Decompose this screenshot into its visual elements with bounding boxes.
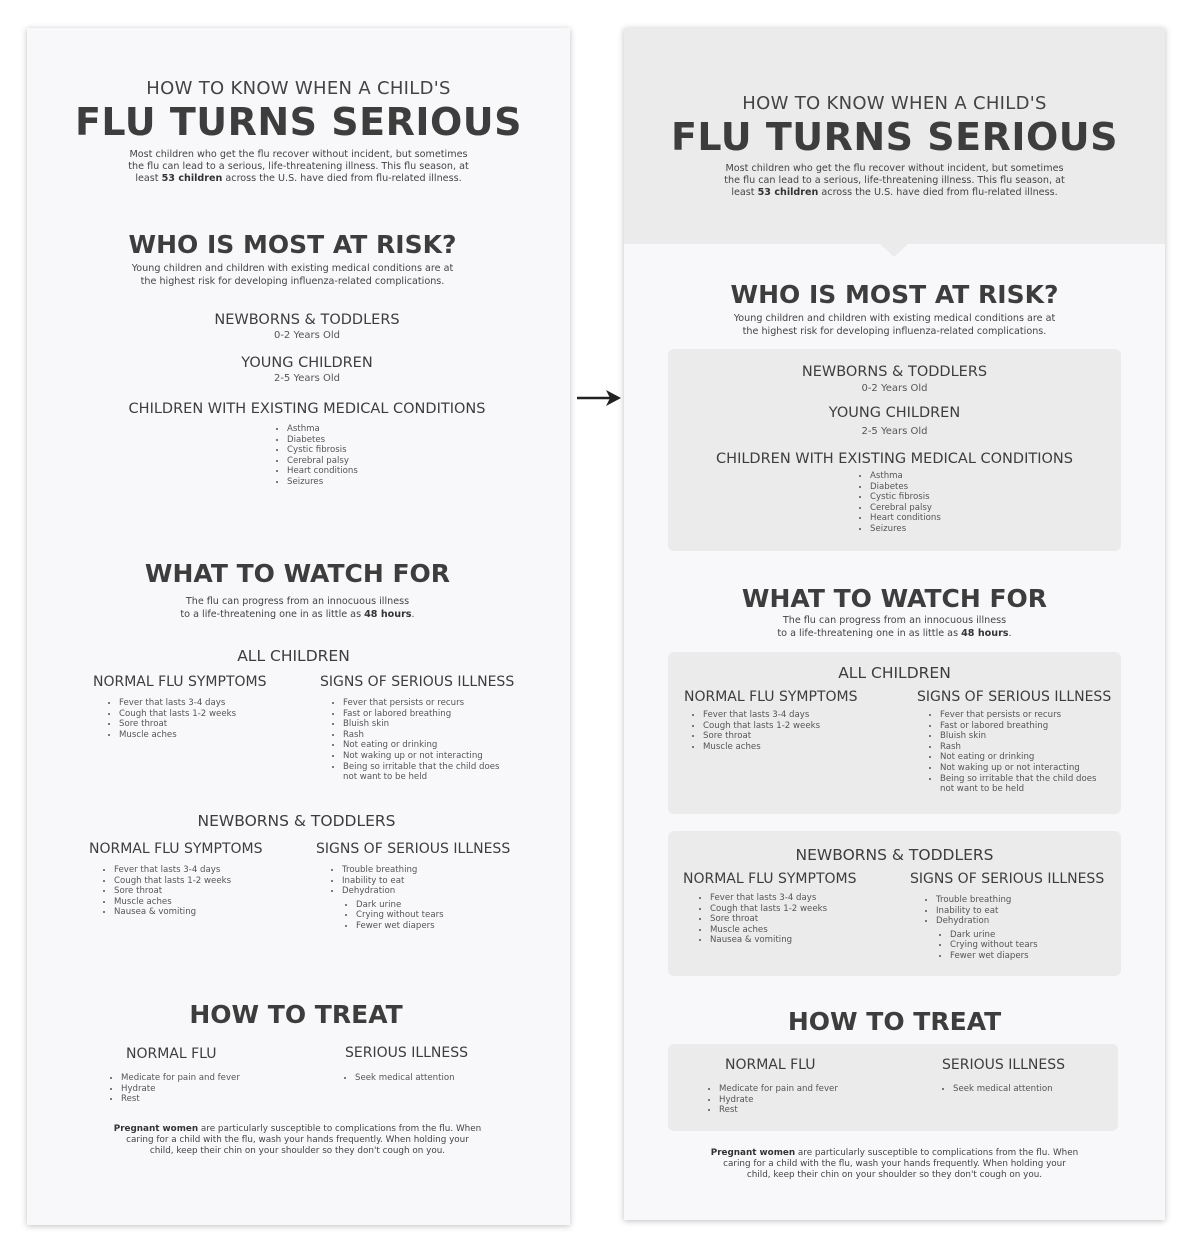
list-item: • Fever that lasts 3-4 days bbox=[710, 893, 887, 904]
treat-title: HOW TO TREAT bbox=[787, 1007, 1002, 1036]
list-item: • Being so irritable that the child does not want to be held bbox=[343, 762, 502, 783]
list-item: • Cough that lasts 1-2 weeks bbox=[710, 904, 887, 915]
list-item: • Fewer wet diapers bbox=[356, 921, 519, 932]
list-item: • Heart conditions bbox=[287, 466, 358, 477]
list-item: • Rest bbox=[121, 1094, 298, 1105]
list-item: • Trouble breathing bbox=[342, 865, 519, 876]
toddlers-title: NEWBORNS & TODDLERS bbox=[197, 812, 396, 830]
watch-title: WHAT TO WATCH FOR bbox=[741, 584, 1048, 613]
list-item: • Nausea & vomiting bbox=[710, 935, 887, 946]
list-item: • Sore throat bbox=[710, 914, 887, 925]
list-item: • Nausea & vomiting bbox=[114, 907, 291, 918]
group-young-age: 2-5 Years Old bbox=[861, 426, 928, 437]
treat-normal-list bbox=[108, 1073, 298, 1105]
list-item: • Asthma bbox=[870, 471, 941, 482]
list-item: • Dark urine bbox=[356, 900, 519, 911]
list-item: • Cerebral palsy bbox=[287, 456, 358, 467]
list-item: • Cough that lasts 1-2 weeks bbox=[114, 876, 291, 887]
list-item: • Diabetes bbox=[287, 435, 358, 446]
conditions-list bbox=[857, 471, 941, 535]
list-item: • Fast or labored breathing bbox=[940, 721, 1099, 732]
list-item: • Heart conditions bbox=[870, 513, 941, 524]
list-item: • Sore throat bbox=[703, 731, 880, 742]
treat-serious-list bbox=[940, 1084, 1110, 1095]
pretitle: HOW TO KNOW WHEN A CHILD'S bbox=[742, 93, 1047, 114]
list-item: • Fever that persists or recurs bbox=[940, 710, 1099, 721]
list-item: • Cystic fibrosis bbox=[870, 492, 941, 503]
group-newborns-title: NEWBORNS & TODDLERS bbox=[214, 312, 400, 328]
list-item: • Fever that lasts 3-4 days bbox=[703, 710, 880, 721]
list-item: • Rest bbox=[719, 1105, 896, 1116]
group-newborns-age: 0-2 Years Old bbox=[861, 383, 928, 394]
treat-title: HOW TO TREAT bbox=[189, 1000, 403, 1029]
list-item: • Hydrate bbox=[121, 1084, 298, 1095]
toddler-serious-label: SIGNS OF SERIOUS ILLNESS bbox=[910, 871, 1105, 887]
list-item: • Not waking up or not interacting bbox=[940, 763, 1099, 774]
all-children-title: ALL CHILDREN bbox=[237, 647, 350, 665]
infographic-after bbox=[624, 28, 1165, 1220]
all-normal-label: NORMAL FLU SYMPTOMS bbox=[93, 674, 267, 690]
list-item: • Bluish skin bbox=[343, 719, 502, 730]
list-item: • Cerebral palsy bbox=[870, 503, 941, 514]
list-item: • Asthma bbox=[287, 424, 358, 435]
list-item: • Fever that persists or recurs bbox=[343, 698, 502, 709]
list-item: • Hydrate bbox=[719, 1095, 896, 1106]
list-item: • Muscle aches bbox=[119, 730, 296, 741]
all-serious-list bbox=[927, 710, 1099, 795]
group-conditions-title: CHILDREN WITH EXISTING MEDICAL CONDITIONS bbox=[128, 401, 486, 417]
list-item: • Cough that lasts 1-2 weeks bbox=[703, 721, 880, 732]
watch-subtitle: The flu can progress from an innocuous illness to a life-threatening one in as little as 48 hours. bbox=[180, 596, 415, 620]
toddler-serious-list bbox=[329, 865, 519, 932]
infographic-before bbox=[27, 28, 570, 1225]
toddlers-title: NEWBORNS & TODDLERS bbox=[795, 846, 994, 864]
treat-serious-list bbox=[342, 1073, 532, 1084]
list-item: • Bluish skin bbox=[940, 731, 1099, 742]
list-item: • Muscle aches bbox=[710, 925, 887, 936]
list-item: • Cystic fibrosis bbox=[287, 445, 358, 456]
list-item: • Trouble breathing bbox=[936, 895, 1113, 906]
watch-subtitle: The flu can progress from an innocuous illness to a life-threatening one in as little as 48 hours. bbox=[777, 615, 1012, 639]
intro-text: Most children who get the flu recover without incident, but sometimes the flu can lead to a serious, life-threatening illness. This flu season, at least 53 children across the U.S. have died from flu-related illness. bbox=[724, 163, 1065, 198]
all-children-title: ALL CHILDREN bbox=[838, 664, 951, 682]
list-item: • Cough that lasts 1-2 weeks bbox=[119, 709, 296, 720]
main-title: FLU TURNS SERIOUS bbox=[670, 115, 1119, 159]
treat-normal-label: NORMAL FLU bbox=[126, 1046, 217, 1062]
all-serious-label: SIGNS OF SERIOUS ILLNESS bbox=[320, 674, 515, 690]
toddler-serious-label: SIGNS OF SERIOUS ILLNESS bbox=[316, 841, 511, 857]
treat-card bbox=[668, 1044, 1118, 1131]
toddler-serious-list bbox=[923, 895, 1113, 962]
header-notch bbox=[880, 244, 908, 257]
list-item: • Muscle aches bbox=[703, 742, 880, 753]
intro-text: Most children who get the flu recover without incident, but sometimes the flu can lead to a serious, life-threatening illness. This flu season, at least 53 children across the U.S. have died from flu-related illness. bbox=[128, 149, 469, 184]
list-item: • Not eating or drinking bbox=[940, 752, 1099, 763]
right-arrow-icon bbox=[576, 388, 622, 408]
list-item: • Fast or labored breathing bbox=[343, 709, 502, 720]
treat-normal-label: NORMAL FLU bbox=[725, 1057, 816, 1073]
risk-title: WHO IS MOST AT RISK? bbox=[730, 280, 1059, 309]
toddlers-card bbox=[668, 831, 1121, 976]
toddler-normal-label: NORMAL FLU SYMPTOMS bbox=[683, 871, 857, 887]
treat-normal-list bbox=[706, 1084, 896, 1116]
all-serious-label: SIGNS OF SERIOUS ILLNESS bbox=[917, 689, 1112, 705]
group-young-age: 2-5 Years Old bbox=[273, 373, 341, 384]
list-item: • Inability to eat bbox=[936, 906, 1113, 917]
watch-title: WHAT TO WATCH FOR bbox=[144, 559, 451, 588]
list-item: • Medicate for pain and fever bbox=[121, 1073, 298, 1084]
list-item: • Seek medical attention bbox=[355, 1073, 532, 1084]
list-item: • Rash bbox=[940, 742, 1099, 753]
list-item: • Muscle aches bbox=[114, 897, 291, 908]
all-normal-label: NORMAL FLU SYMPTOMS bbox=[684, 689, 858, 705]
list-item: • Fever that lasts 3-4 days bbox=[114, 865, 291, 876]
list-item: • Crying without tears bbox=[950, 940, 1113, 951]
list-item: • Not eating or drinking bbox=[343, 740, 502, 751]
toddler-normal-list bbox=[101, 865, 291, 918]
list-item: • Sore throat bbox=[114, 886, 291, 897]
group-young-title: YOUNG CHILDREN bbox=[241, 355, 373, 371]
all-normal-list bbox=[690, 710, 880, 752]
list-item: • Seizures bbox=[870, 524, 941, 535]
list-item: • Dehydration bbox=[342, 886, 519, 897]
pretitle: HOW TO KNOW WHEN A CHILD'S bbox=[146, 78, 451, 99]
all-serious-list bbox=[330, 698, 502, 783]
list-item: • Crying without tears bbox=[356, 910, 519, 921]
group-young-title: YOUNG CHILDREN bbox=[828, 405, 961, 421]
list-item: • Seizures bbox=[287, 477, 358, 488]
footnote: Pregnant women are particularly susceptible to complications from the flu. When caring for a child with the flu, wash your hands frequently. When holding your child, keep their chin on your shoulder so they don't cough on you. bbox=[113, 1124, 482, 1156]
risk-title: WHO IS MOST AT RISK? bbox=[128, 230, 457, 259]
risk-subtitle: Young children and children with existing medical conditions are at the highest risk for developing influenza-related complications. bbox=[733, 313, 1056, 337]
group-newborns-title: NEWBORNS & TODDLERS bbox=[801, 364, 988, 380]
list-item: • Inability to eat bbox=[342, 876, 519, 887]
list-item: • Fever that lasts 3-4 days bbox=[119, 698, 296, 709]
list-item: • Not waking up or not interacting bbox=[343, 751, 502, 762]
list-item: • Being so irritable that the child does not want to be held bbox=[940, 774, 1099, 795]
list-item: • Rash bbox=[343, 730, 502, 741]
group-conditions-title: CHILDREN WITH EXISTING MEDICAL CONDITIONS bbox=[716, 451, 1073, 467]
toddler-normal-list bbox=[697, 893, 887, 946]
conditions-list bbox=[274, 424, 358, 488]
list-item: • Seek medical attention bbox=[953, 1084, 1110, 1095]
all-normal-list bbox=[106, 698, 296, 740]
risk-card bbox=[668, 349, 1121, 551]
all-children-card bbox=[668, 652, 1121, 814]
list-item: • Sore throat bbox=[119, 719, 296, 730]
treat-serious-label: SERIOUS ILLNESS bbox=[942, 1057, 1066, 1073]
list-item: • Diabetes bbox=[870, 482, 941, 493]
risk-subtitle: Young children and children with existing medical conditions are at the highest risk for developing influenza-related complications. bbox=[131, 263, 454, 287]
group-newborns-age: 0-2 Years Old bbox=[273, 330, 341, 341]
footnote: Pregnant women are particularly susceptible to complications from the flu. When caring for a child with the flu, wash your hands frequently. When holding your child, keep their chin on your shoulder so they don't cough on you. bbox=[710, 1148, 1079, 1180]
list-item: • Medicate for pain and fever bbox=[719, 1084, 896, 1095]
list-item: • Fewer wet diapers bbox=[950, 951, 1113, 962]
list-item: • Dark urine bbox=[950, 930, 1113, 941]
treat-serious-label: SERIOUS ILLNESS bbox=[345, 1045, 469, 1061]
toddler-normal-label: NORMAL FLU SYMPTOMS bbox=[89, 841, 263, 857]
list-item: • Dehydration bbox=[936, 916, 1113, 927]
main-title: FLU TURNS SERIOUS bbox=[74, 100, 523, 144]
